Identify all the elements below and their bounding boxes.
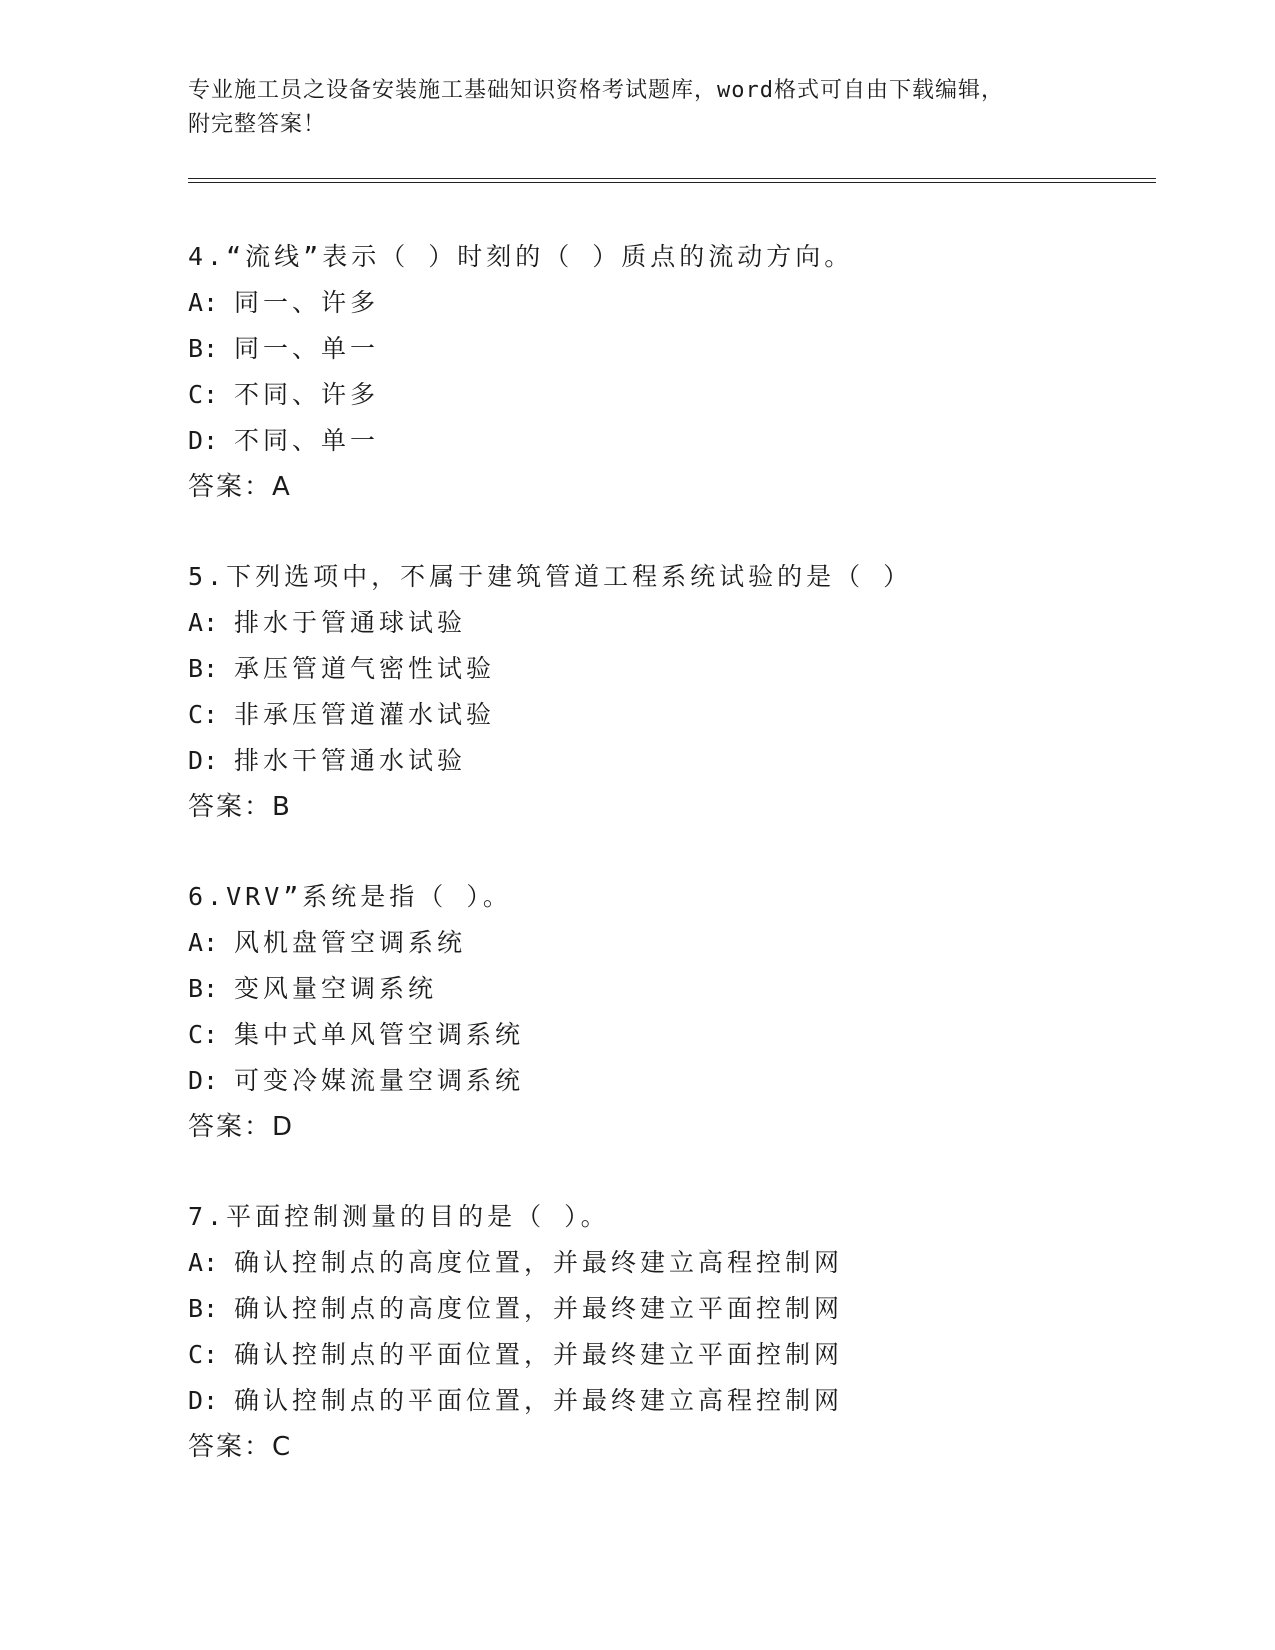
option-c: [188, 692, 1148, 738]
option-d: [188, 738, 1148, 784]
option-c: [188, 1332, 1148, 1378]
option-letter: A:: [188, 1248, 219, 1277]
option-c: [188, 1012, 1148, 1058]
option-letter: A:: [188, 288, 219, 317]
option-a: [188, 600, 1148, 646]
option-text: 承压管道气密性试验: [234, 654, 496, 683]
header-divider: [188, 178, 1156, 183]
question-title: 4.“流线”表示（ ）时刻的（ ）质点的流动方向。: [188, 242, 854, 271]
option-text: 排水于管通球试验: [234, 608, 467, 637]
option-text: 不同、许多: [234, 380, 380, 409]
option-letter: B:: [188, 334, 219, 363]
document-header: [188, 74, 1088, 142]
option-letter: A:: [188, 608, 219, 637]
option-b: [188, 646, 1148, 692]
option-letter: C:: [188, 1340, 219, 1369]
option-text: 非承压管道灌水试验: [234, 700, 496, 729]
option-text: 确认控制点的高度位置，并最终建立平面控制网: [234, 1294, 844, 1323]
option-d: [188, 418, 1148, 464]
option-c: [188, 372, 1148, 418]
question-4: [188, 234, 1148, 510]
question-6: [188, 874, 1148, 1150]
option-d: [188, 1378, 1148, 1424]
option-text: 变风量空调系统: [234, 974, 438, 1003]
option-text: 可变冷媒流量空调系统: [234, 1066, 525, 1095]
question-title: 6.VRV”系统是指（ ）。: [188, 882, 512, 911]
option-letter: A:: [188, 928, 219, 957]
option-text: 不同、单一: [234, 426, 380, 455]
option-letter: C:: [188, 380, 219, 409]
question-title: 7.平面控制测量的目的是（ ）。: [188, 1202, 610, 1231]
option-letter: D:: [188, 746, 219, 775]
option-letter: D:: [188, 1066, 219, 1095]
option-letter: B:: [188, 974, 219, 1003]
option-a: [188, 920, 1148, 966]
answer-line: 答案：B: [188, 792, 292, 822]
question-title: 5.下列选项中，不属于建筑管道工程系统试验的是（ ）: [188, 562, 913, 591]
option-b: [188, 966, 1148, 1012]
option-text: 排水干管通水试验: [234, 746, 467, 775]
option-text: 确认控制点的平面位置，并最终建立高程控制网: [234, 1386, 844, 1415]
answer-line: 答案：D: [188, 1112, 295, 1142]
option-a: [188, 280, 1148, 326]
option-b: [188, 1286, 1148, 1332]
option-letter: B:: [188, 654, 219, 683]
header-line-1: 专业施工员之设备安装施工基础知识资格考试题库，word格式可自由下载编辑，: [188, 78, 1004, 103]
option-text: 确认控制点的平面位置，并最终建立平面控制网: [234, 1340, 844, 1369]
option-text: 同一、许多: [234, 288, 380, 317]
option-letter: C:: [188, 1020, 219, 1049]
option-text: 同一、单一: [234, 334, 380, 363]
option-letter: D:: [188, 1386, 219, 1415]
option-text: 确认控制点的高度位置，并最终建立高程控制网: [234, 1248, 844, 1277]
answer-line: 答案：A: [188, 472, 292, 502]
option-d: [188, 1058, 1148, 1104]
header-line-2: 附完整答案！: [188, 112, 327, 137]
option-letter: B:: [188, 1294, 219, 1323]
option-letter: D:: [188, 426, 219, 455]
option-a: [188, 1240, 1148, 1286]
question-7: [188, 1194, 1148, 1470]
question-5: [188, 554, 1148, 830]
option-letter: C:: [188, 700, 219, 729]
answer-line: 答案：C: [188, 1432, 293, 1462]
option-text: 风机盘管空调系统: [234, 928, 467, 957]
option-b: [188, 326, 1148, 372]
option-text: 集中式单风管空调系统: [234, 1020, 525, 1049]
